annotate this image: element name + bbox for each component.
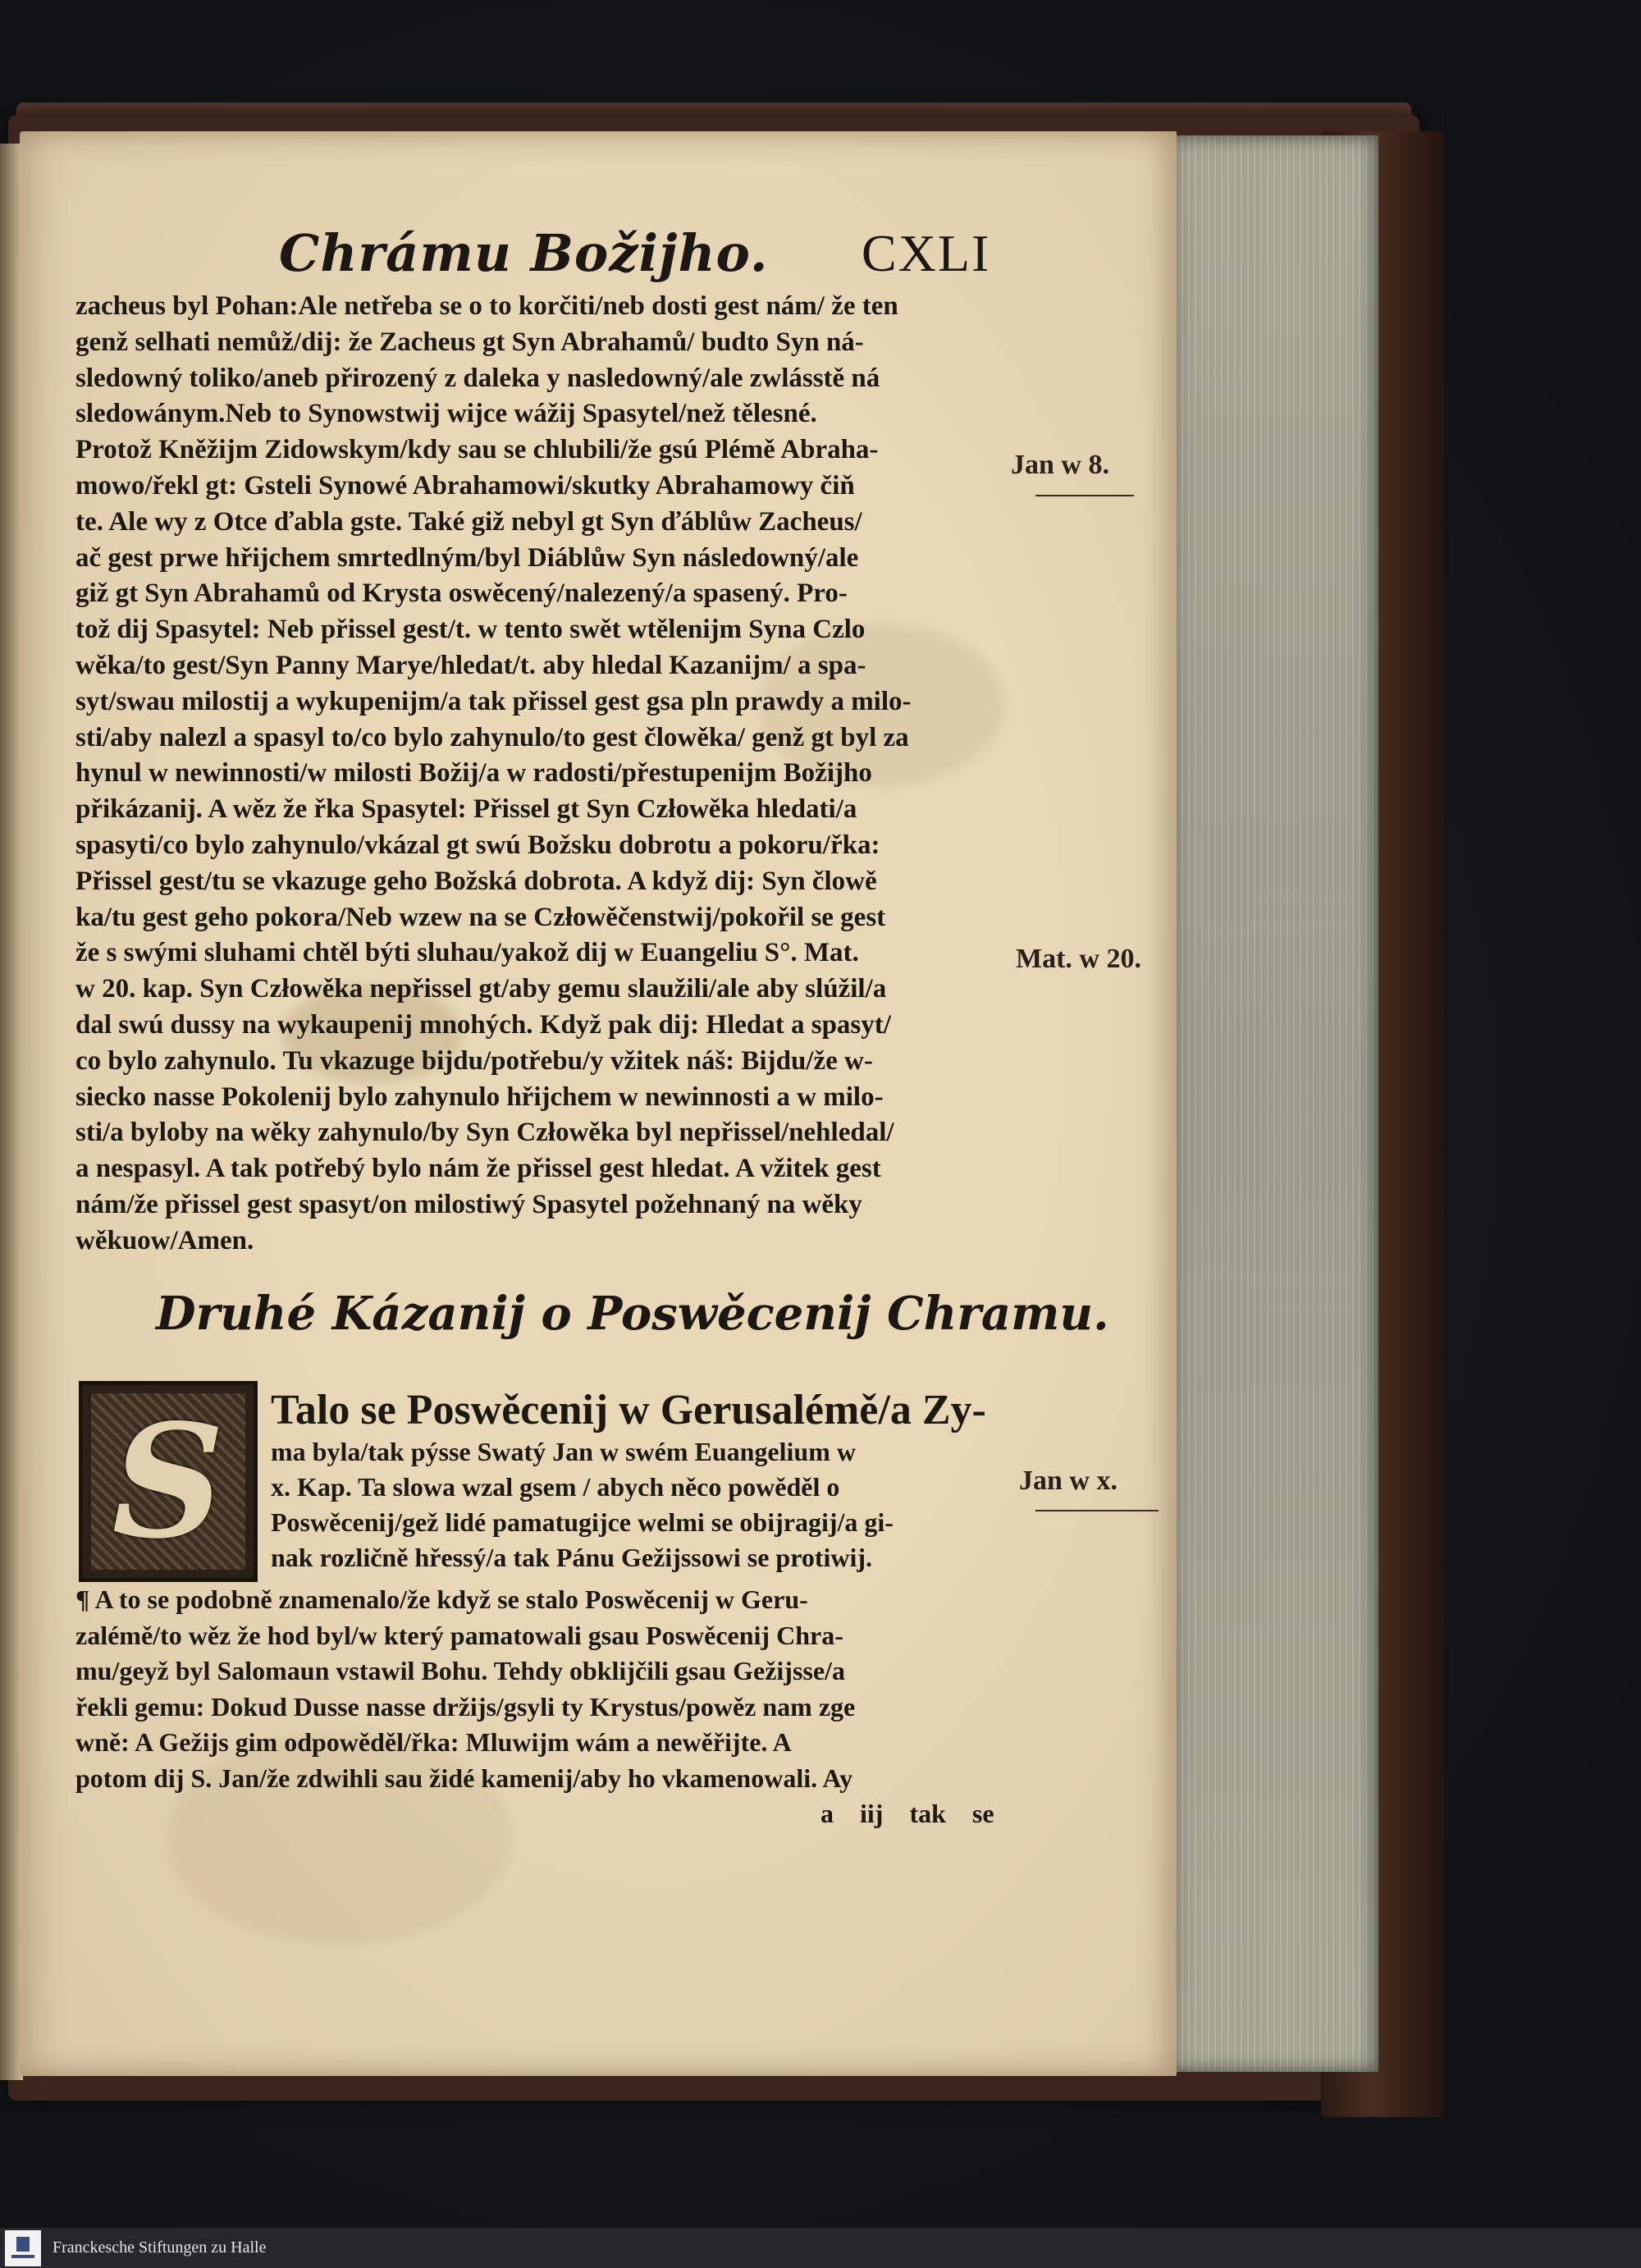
- text-line: nám/že přissel gest spasyt/on milostiwý Spasytel požehnaný na wěky: [75, 1189, 862, 1219]
- text-line: zacheus byl Pohan:Ale netřeba se o to korčiti/neb dosti gest nám/ že ten: [75, 291, 898, 321]
- text-line: řekli gemu: Dokud Dusse nasse držijs/gsyli ty Krystus/powěz nam zge: [75, 1691, 856, 1722]
- folio-number: CXLI: [862, 224, 991, 282]
- sermon-paragraph: [75, 1582, 1007, 1796]
- text-line: přikázanij. A wěz že řka Spasytel: Přissel gt Syn Człowěka hledati/a: [75, 794, 857, 825]
- text-line: syt/swau milostij a wykupenijm/a tak přissel gest gsa pln prawdy a milo-: [75, 686, 912, 716]
- text-line: siecko nasse Pokolenij bylo zahynulo hřijchem w newinnosti a w milo-: [75, 1081, 884, 1112]
- text-line: hynul w newinnosti/w milosti Božij/a w radosti/přestupenijm Božijho: [75, 758, 872, 789]
- text-line: že s swými sluhami chtěl býti sluhau/yakož dij w Euangeliu S°. Mat.: [75, 938, 859, 968]
- text-line: spasyti/co bylo zahynulo/vkázal gt swú Božsku dobrotu a pokoru/řka:: [75, 830, 880, 860]
- text-line: ač gest prwe hřijchem smrtedlným/byl Diáblůw Syn následowný/ale: [75, 542, 859, 573]
- text-line: wěkuow/Amen.: [75, 1225, 254, 1255]
- text-line: w 20. kap. Syn Człowěka nepřissel gt/aby gemu slaužili/ale aby slúžil/a: [75, 974, 887, 1004]
- margin-note-jan-x: Jan w x.: [1019, 1466, 1118, 1496]
- text-line: sledowný toliko/aneb přirozený z daleka y nasledowný/ale zwlásstě ná: [75, 363, 880, 393]
- section-heading: Druhé Kázanij o Poswěcenij Chramu.: [156, 1287, 1109, 1341]
- text-line: sti/aby nalezl a spasyl to/co bylo zahynulo/to gest člowěka/ genž gt byl za: [75, 722, 909, 752]
- text-line: zalémě/to wěz že hod byl/w který pamatowali gsau Poswěcenij Chra-: [75, 1620, 843, 1650]
- catchword: a iij tak se: [820, 1799, 994, 1828]
- text-line: giž gt Syn Abrahamů od Krysta oswěcený/nalezený/a spasený. Pro-: [75, 578, 848, 609]
- text-line: genž selhati nemůž/dij: že Zacheus gt Syn Abrahamů/ budto Syn ná-: [75, 327, 864, 357]
- margin-note-jan-8: Jan w 8.: [1011, 450, 1109, 480]
- main-paragraph: [75, 289, 1007, 1260]
- text-line: Přissel gest/tu se vkazuge geho Božská dobrota. A když dij: Syn člowě: [75, 866, 877, 896]
- text-line: ma byla/tak pýsse Swatý Jan w swém Euangelium w: [271, 1437, 856, 1466]
- margin-underline: [1035, 495, 1134, 496]
- text-line: mu/geyž byl Salomaun vstawil Bohu. Tehdy obklijčili gsau Gežijsse/a: [75, 1656, 845, 1685]
- text-line: Poswěcenij/gež lidé pamatugijce welmi se obijragij/a gi-: [271, 1507, 894, 1537]
- institution-logo-icon: [5, 2230, 41, 2266]
- text-line: wěka/to gest/Syn Panny Marye/hledat/t. aby hledal Kazanijm/ a spa-: [75, 650, 866, 680]
- initial-letter: S: [112, 1390, 225, 1573]
- sermon-opening: [271, 1387, 1009, 1575]
- text-line: x. Kap. Ta slowa wzal gsem / abych něco powěděl o: [271, 1472, 840, 1502]
- running-header: Chrámu Božijho.: [279, 223, 769, 283]
- text-line: a nespasyl. A tak potřebý bylo nám že přissel gest hledat. A vžitek gest: [75, 1154, 881, 1184]
- margin-underline: [1035, 1510, 1159, 1511]
- page-fore-edge-tint: [1165, 135, 1378, 2072]
- text-line: nak rozličně hřessý/a tak Pánu Gežijssowi se protiwij.: [271, 1543, 873, 1572]
- text-line: ¶ A to se podobně znamenalo/že když se stalo Poswěcenij w Geru-: [75, 1584, 808, 1614]
- opening-line: Talo se Poswěcenij w Gerusalémě/a Zy-: [271, 1387, 986, 1434]
- text-line: dal swú dussy na wykaupenij mnohých. Když pak dij: Hledat a spasyt/: [75, 1009, 891, 1040]
- text-line: tož dij Spasytel: Neb přissel gest/t. w tento swět wtělenijm Syna Czlo: [75, 615, 866, 645]
- text-line: wně: A Gežijs gim odpowěděl/řka: Mluwijm wám a newěřijte. A: [75, 1727, 792, 1757]
- text-line: mowo/řekl gt: Gsteli Synowé Abrahamowi/skutky Abrahamowy čiň: [75, 470, 855, 501]
- decorated-initial: [79, 1381, 258, 1582]
- margin-note-mat-20: Mat. w 20.: [1016, 944, 1141, 974]
- text-line: ka/tu gest geho pokora/Neb wzew na se Człowěčenstwij/pokořil se gest: [75, 902, 886, 932]
- institution-name: Franckesche Stiftungen zu Halle: [53, 2238, 267, 2257]
- text-line: te. Ale wy z Otce ďabla gste. Také giž nebyl gt Syn ďáblůw Zacheus/: [75, 506, 862, 537]
- footer-bar: [0, 2228, 1641, 2268]
- text-line: Protož Kněžijm Zidowskym/kdy sau se chlubili/že gsú Plémě Abraha-: [75, 435, 879, 465]
- text-line: potom dij S. Jan/že zdwihli sau židé kamenij/aby ho vkamenowali. Ay: [75, 1763, 853, 1793]
- text-line: sledowánym.Neb to Synowstwij wijce wážij Spasytel/než tělesné.: [75, 399, 817, 429]
- text-line: co bylo zahynulo. Tu vkazuge bijdu/potřebu/y vžitek náš: Bijdu/že w-: [75, 1045, 873, 1076]
- text-line: sti/a byloby na wěky zahynulo/by Syn Człowěka byl nepřissel/nehledal/: [75, 1118, 894, 1148]
